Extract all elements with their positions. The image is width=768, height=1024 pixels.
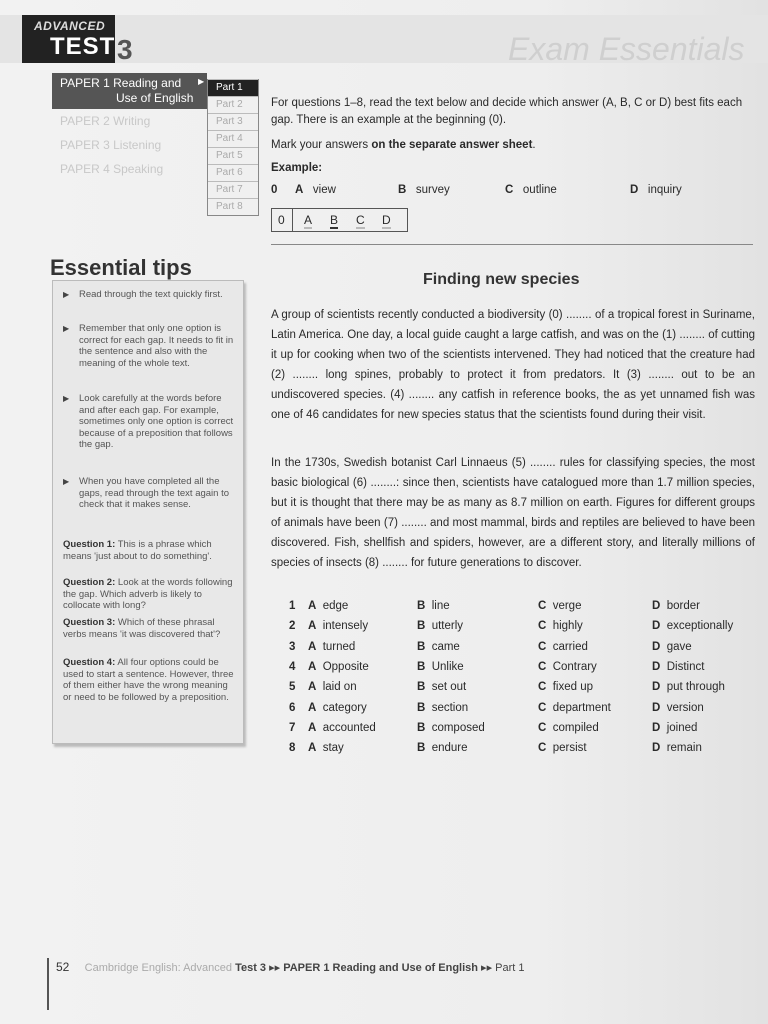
option-c: C Contrary [538, 660, 597, 673]
option-b: B set out [417, 681, 467, 694]
part-nav [207, 79, 259, 216]
instructions-line-1: For questions 1–8, read the text below and decide which answer (A, B, C or D) best fits each gap. There is an example at the beginning (0). [271, 97, 743, 126]
bullet-arrow-icon: ▶ [63, 324, 70, 333]
option-number: 6 [289, 701, 296, 714]
tip-3: ▶ Look carefully at the words before and after each gap. For example, sometimes only one option is correct because of a preposition that follows the gap. [63, 393, 234, 450]
option-d: D remain [652, 742, 702, 755]
instructions [271, 95, 751, 162]
option-d: D gave [652, 640, 692, 653]
option-c: C carried [538, 640, 588, 653]
tip-2: ▶ Remember that only one option is correct for each gap. It needs to fit in the sentence and also with the meaning of the whole text. [63, 323, 234, 369]
option-number: 4 [289, 660, 296, 673]
paper-nav [52, 73, 207, 181]
nav-paper-3[interactable]: PAPER 3 Listening [60, 138, 162, 152]
option-c: C highly [538, 620, 583, 633]
bullet-arrow-icon: ▶ [63, 394, 70, 403]
bullet-arrow-icon: ▶ [63, 477, 70, 486]
option-number: 5 [289, 681, 296, 694]
example-option-d: D inquiry [630, 184, 682, 196]
option-c: C department [538, 701, 611, 714]
option-b: B utterly [417, 620, 464, 633]
instructions-line-2: Mark your answers on the separate answer sheet. [271, 139, 536, 151]
tip-4: ▶ When you have completed all the gaps, read through the text again to check that it makes sense. [63, 476, 229, 510]
option-d: D joined [652, 721, 698, 734]
tip-question-4: Question 4: All four options could be used to start a sentence. However, three of them either have the wrong meaning or need to be followed by a preposition. [63, 657, 234, 703]
option-d: D border [652, 600, 700, 612]
example-option-b: B survey [398, 184, 450, 196]
example-option-a: A view [295, 184, 336, 196]
divider [271, 244, 753, 245]
nav-paper-2[interactable]: PAPER 2 Writing [60, 114, 151, 128]
option-b: B composed [417, 721, 485, 734]
option-number: 1 [289, 600, 296, 612]
example-number: 0 [271, 184, 278, 196]
nav-part-5[interactable]: Part 5 [208, 147, 258, 164]
option-a: A edge [308, 600, 349, 612]
option-a: A turned [308, 640, 356, 653]
option-d: D exceptionally [652, 620, 734, 633]
option-a: A accounted [308, 721, 376, 734]
example-answer-box: 0 A B C D [271, 208, 408, 232]
tip-question-2: Question 2: Look at the words following the gap. Which adverb is likely to collocate with long? [63, 577, 233, 611]
option-b: B line [417, 600, 450, 612]
option-d: D put through [652, 681, 725, 694]
option-b: B endure [417, 742, 468, 755]
test-number: 3 [117, 34, 133, 65]
option-a: A stay [308, 742, 344, 755]
tip-question-1: Question 1: This is a phrase which means 'just about to do something'. [63, 539, 212, 562]
option-number: 8 [289, 742, 296, 755]
option-number: 3 [289, 640, 296, 653]
article-paragraph-2: In the 1730s, Swedish botanist Carl Linnaeus (5) ........ rules for classifying species, the most basic biological (6) ........: since then, scientists have catalogued more than 1.7 million species, but it is thought that there may be as many as 8.7 million on earth. Figures for different groups of animals have been (7) ........ and most mammal, birds and reptiles are believed to have been discovered. Fish, shellfish and spiders, however, are a different story, and literally millions of species of insects (8) ........ for future generations to discover. [271, 457, 755, 569]
example-option-c: C outline [505, 184, 557, 196]
exam-essentials-title: Exam Essentials [508, 31, 745, 67]
option-a: A laid on [308, 681, 357, 694]
nav-part-8[interactable]: Part 8 [208, 198, 258, 215]
footer: 52 Cambridge English: Advanced Test 3 ▸▸ PAPER 1 Reading and Use of English ▸▸ Part 1 [56, 960, 525, 974]
tips-title: Essential tips [50, 255, 192, 280]
nav-part-2[interactable]: Part 2 [208, 96, 258, 113]
tip-1: ▶ Read through the text quickly first. [63, 289, 223, 300]
nav-arrow-icon: ▶ [198, 77, 205, 86]
nav-part-4[interactable]: Part 4 [208, 130, 258, 147]
option-number: 7 [289, 721, 296, 734]
option-c: C persist [538, 742, 587, 755]
nav-part-1[interactable]: Part 1 [208, 79, 258, 96]
option-a: A intensely [308, 620, 369, 633]
option-b: B section [417, 701, 469, 714]
option-b: B Unlike [417, 660, 464, 673]
bullet-arrow-icon: ▶ [63, 290, 70, 299]
nav-part-6[interactable]: Part 6 [208, 164, 258, 181]
option-d: D version [652, 701, 704, 714]
nav-paper-1[interactable]: PAPER 1 Reading and Use of English [52, 73, 207, 109]
option-a: A category [308, 701, 367, 714]
header-bar [0, 15, 768, 67]
footer-rule [47, 958, 49, 1010]
tips-box [52, 280, 244, 744]
article-title: Finding new species [423, 271, 580, 288]
option-b: B came [417, 640, 460, 653]
option-d: D Distinct [652, 660, 705, 673]
advanced-label: ADVANCED [34, 19, 106, 33]
tip-question-3: Question 3: Which of these phrasal verbs means 'it was discovered that'? [63, 617, 221, 640]
nav-part-3[interactable]: Part 3 [208, 113, 258, 130]
nav-part-7[interactable]: Part 7 [208, 181, 258, 198]
article-paragraph-1: A group of scientists recently conducted a biodiversity (0) ........ of a tropical forest in Suriname, Latin America. One day, a local guide caught a large catfish, and was on the (1) ........ of cutting it up for cooking when two of the scientists intervened. They had noticed that the creature had (2) ........ long spines, probably to protect it from predators. It (3) ........ out to be an undiscovered species. (4) ........ any catfish in reference books, the as yet unnamed fish was one of 46 candidates for new species status that the scientists found during their visit. [271, 309, 755, 421]
option-c: C fixed up [538, 681, 593, 694]
option-c: C compiled [538, 721, 599, 734]
test-label: TEST [50, 33, 116, 60]
option-a: A Opposite [308, 660, 369, 673]
nav-paper-4[interactable]: PAPER 4 Speaking [60, 162, 164, 176]
option-number: 2 [289, 620, 296, 633]
example-label: Example: [271, 162, 323, 174]
option-c: C verge [538, 600, 582, 612]
